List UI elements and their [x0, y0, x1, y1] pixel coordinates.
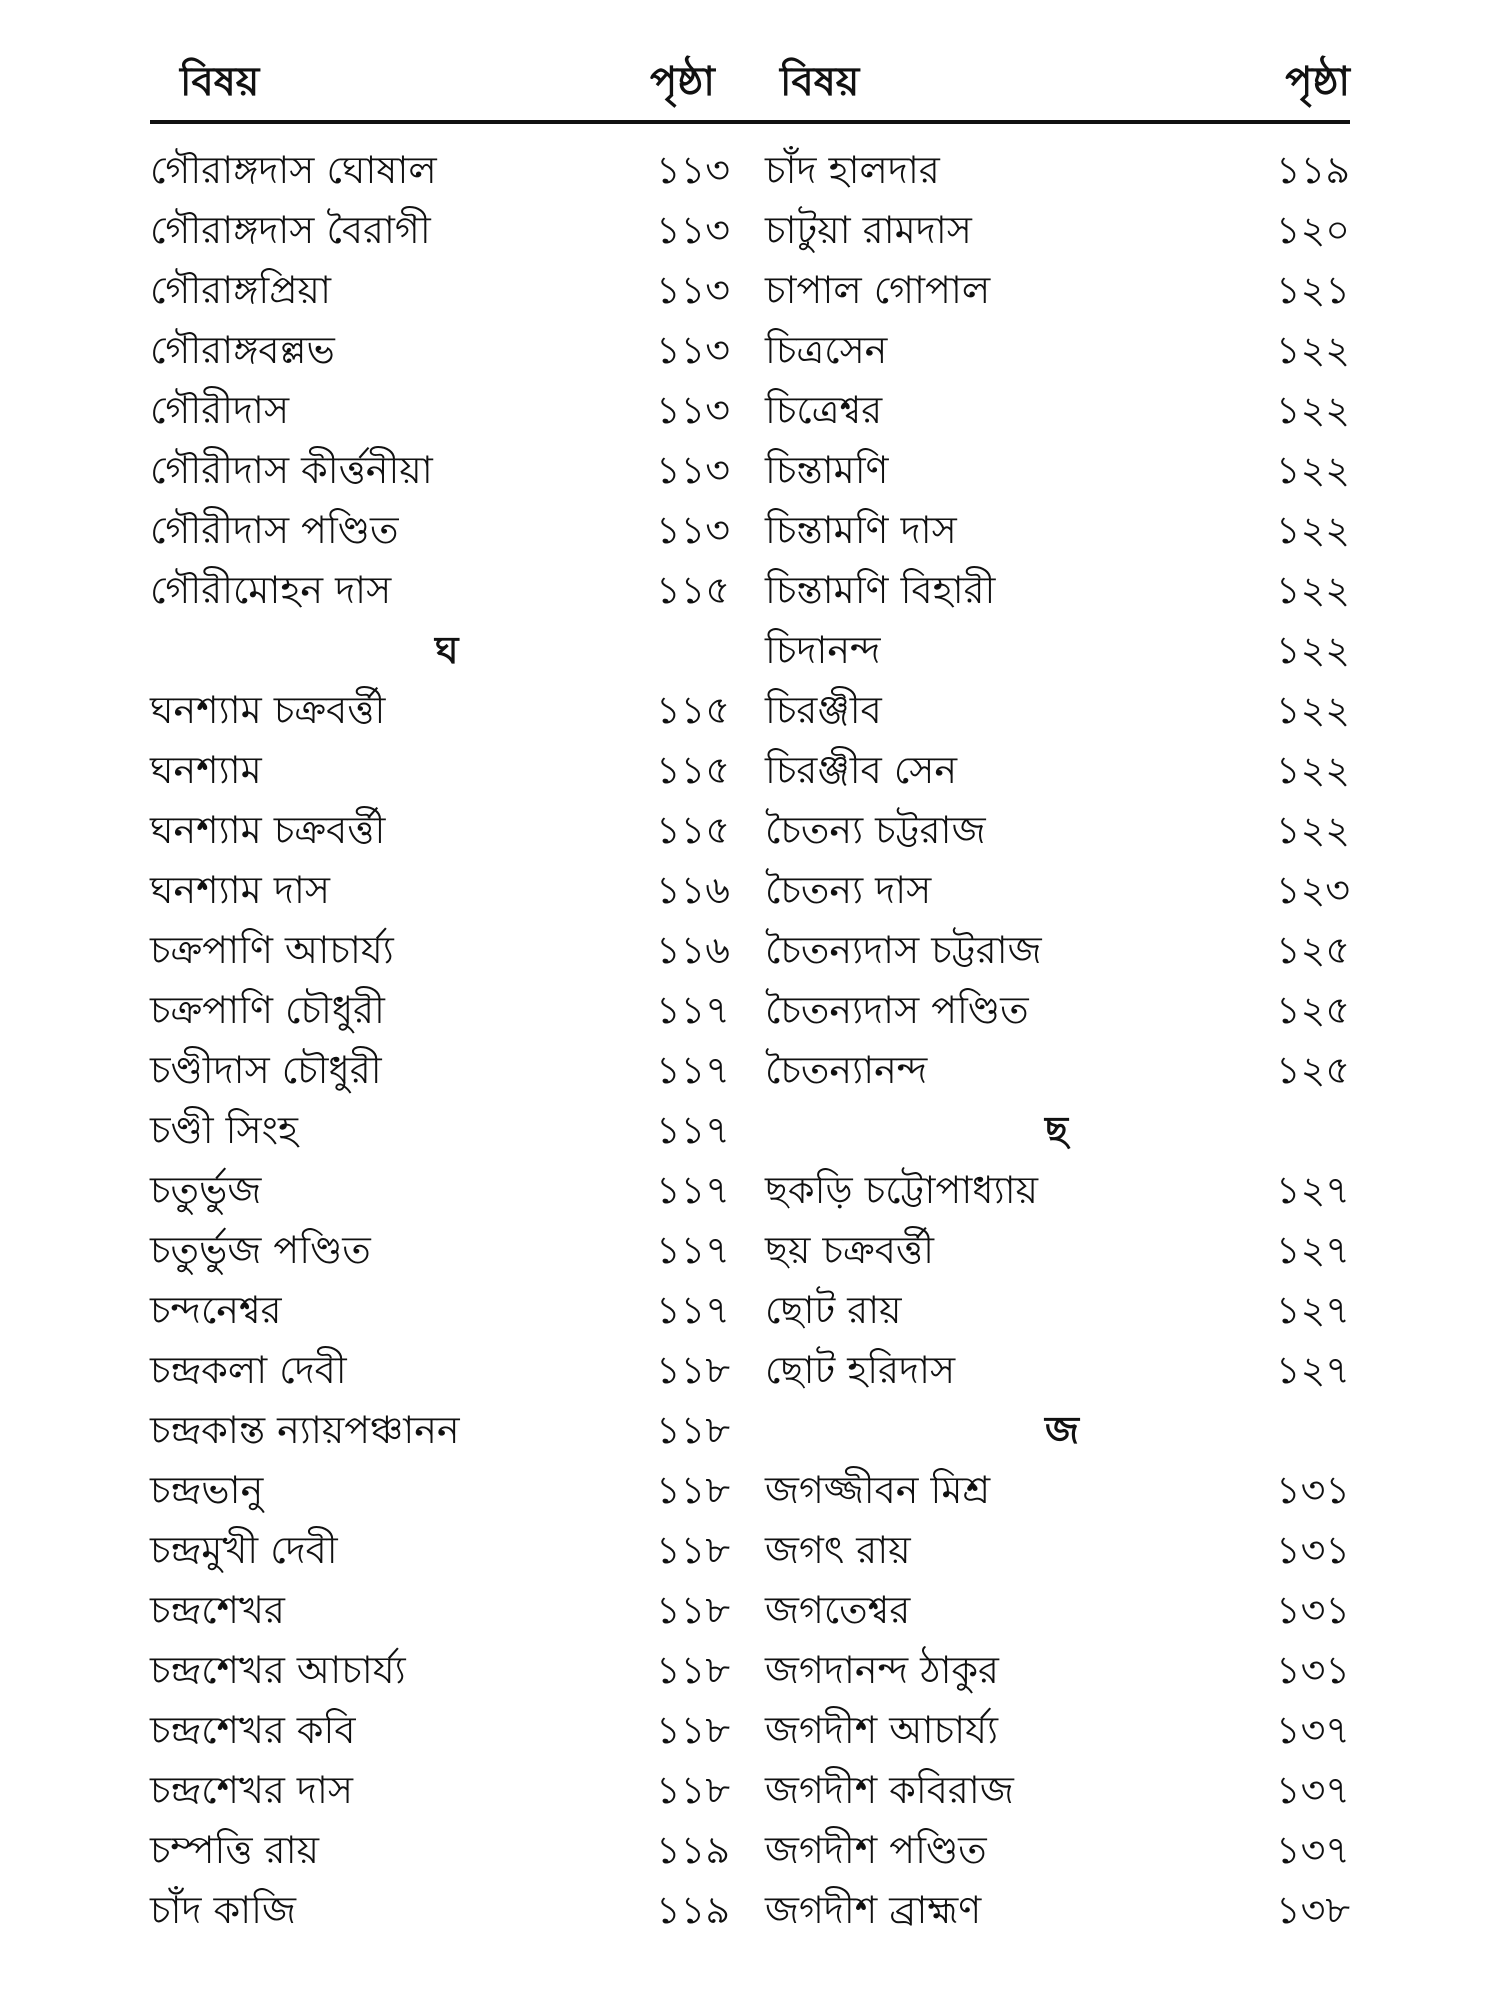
index-entry [765, 140, 1350, 200]
index-entry [150, 140, 750, 200]
index-entry [150, 1580, 750, 1640]
entry-name: চিন্তামণি [765, 448, 889, 492]
entry-name: চন্দ্রশেখর কবি [150, 1708, 356, 1752]
entry-name: চন্দ্রকান্ত ন্যায়পঞ্চানন [150, 1408, 460, 1452]
index-entry [150, 1100, 750, 1160]
entry-page: ১১৫ [656, 568, 730, 612]
index-entry [765, 1640, 1350, 1700]
section-letter-label: জ [1045, 1408, 1079, 1452]
index-header [150, 50, 1350, 130]
index-entry [150, 1880, 750, 1940]
entry-name: চিন্তামণি বিহারী [765, 568, 996, 612]
entry-page: ১১৮ [656, 1768, 730, 1812]
index-entry [765, 1160, 1350, 1220]
index-entry [765, 1460, 1350, 1520]
entry-page: ১১৬ [655, 928, 730, 972]
entry-page: ১১৮ [656, 1648, 730, 1692]
index-entry [150, 1640, 750, 1700]
entry-page: ১২২ [1275, 808, 1350, 852]
entry-name: চণ্ডীদাস চৌধুরী [150, 1048, 382, 1092]
entry-name: চন্দনেশ্বর [150, 1288, 282, 1332]
entry-name: চাঁদ হালদার [765, 148, 940, 192]
entry-name: চক্রপাণি আচার্য্য [150, 928, 394, 972]
index-entry [765, 1820, 1350, 1880]
index-entry [150, 1160, 750, 1220]
entry-page: ১১৬ [655, 868, 730, 912]
index-entry [150, 860, 750, 920]
entry-name: চাপাল গোপাল [765, 268, 991, 312]
entry-name: চক্রপাণি চৌধুরী [150, 988, 385, 1032]
index-entry [765, 1760, 1350, 1820]
entry-page: ১১৩ [655, 508, 730, 552]
index-entry [765, 560, 1350, 620]
index-entry [150, 1340, 750, 1400]
section-letter-label: ছ [1045, 1108, 1069, 1152]
entry-page: ১১৭ [655, 1168, 730, 1212]
entry-page: ১২৭ [1275, 1228, 1350, 1272]
index-entry [765, 1340, 1350, 1400]
entry-page: ১১৩ [655, 388, 730, 432]
entry-name: ছয় চক্রবর্ত্তী [765, 1228, 934, 1272]
entry-name: চণ্ডী সিংহ [150, 1108, 298, 1152]
index-entry [765, 1280, 1350, 1340]
entry-page: ১৩৮ [1275, 1888, 1350, 1932]
entry-page: ১২২ [1275, 628, 1350, 672]
entry-name: চন্দ্রমুখী দেবী [150, 1528, 338, 1572]
entry-page: ১১৩ [655, 208, 730, 252]
header-page-left: পৃষ্ঠা [650, 59, 715, 105]
index-entry [150, 380, 750, 440]
entry-page: ১২২ [1275, 508, 1350, 552]
entry-page: ১১৫ [656, 748, 730, 792]
index-entry [150, 560, 750, 620]
entry-name: গৌরাঙ্গপ্রিয়া [150, 268, 331, 312]
entry-name: গৌরীদাস কীর্ত্তনীয়া [150, 448, 433, 492]
entry-name: গৌরাঙ্গদাস বৈরাগী [150, 208, 431, 252]
entry-page: ১১৮ [656, 1528, 730, 1572]
index-entry [765, 620, 1350, 680]
index-entry [765, 260, 1350, 320]
entry-name: গৌরীদাস [150, 388, 290, 432]
index-entry [765, 980, 1350, 1040]
index-entry [150, 1220, 750, 1280]
entry-page: ১৩১ [1275, 1648, 1350, 1692]
entry-page: ১২২ [1275, 688, 1350, 732]
index-entry [765, 500, 1350, 560]
index-entry [765, 1220, 1350, 1280]
entry-name: চম্পত্তি রায় [150, 1828, 319, 1872]
section-letter [150, 620, 750, 680]
entry-name: জগদীশ পণ্ডিত [765, 1828, 987, 1872]
entry-page: ১২০ [1275, 208, 1350, 252]
index-entry [150, 500, 750, 560]
entry-name: চন্দ্রশেখর দাস [150, 1768, 354, 1812]
entry-name: জগদানন্দ ঠাকুর [765, 1648, 999, 1692]
index-entry [765, 680, 1350, 740]
index-entry [765, 320, 1350, 380]
entry-name: জগতেশ্বর [765, 1588, 911, 1632]
entry-name: চিরঞ্জীব সেন [765, 748, 958, 792]
index-entry [765, 1580, 1350, 1640]
entry-page: ১৩৭ [1275, 1828, 1350, 1872]
entry-name: চতুর্ভুজ পণ্ডিত [150, 1228, 371, 1272]
entry-page: ১২৩ [1275, 868, 1350, 912]
section-letter-label: ঘ [435, 628, 459, 672]
index-entry [150, 200, 750, 260]
index-entry [765, 920, 1350, 980]
index-entry [150, 440, 750, 500]
entry-name: চিরঞ্জীব [765, 688, 882, 732]
entry-page: ১১৫ [656, 688, 730, 732]
entry-name: ঘনশ্যাম [150, 748, 262, 792]
entry-page: ১১৯ [656, 1828, 730, 1872]
index-entry [765, 1520, 1350, 1580]
entry-name: চিত্রসেন [765, 328, 888, 372]
entry-name: ঘনশ্যাম দাস [150, 868, 330, 912]
entry-page: ১১৭ [655, 988, 730, 1032]
entry-name: চন্দ্রশেখর [150, 1588, 285, 1632]
entry-page: ১১৫ [656, 808, 730, 852]
entry-page: ১১৩ [655, 328, 730, 372]
entry-page: ১১৭ [655, 1048, 730, 1092]
entry-page: ১২৫ [1275, 928, 1350, 972]
entry-page: ১১৮ [656, 1588, 730, 1632]
index-entry [765, 1040, 1350, 1100]
entry-page: ১২৭ [1275, 1168, 1350, 1212]
entry-page: ১১৮ [656, 1708, 730, 1752]
entry-name: জগৎ রায় [765, 1528, 911, 1572]
header-subject-left: বিষয় [180, 59, 260, 105]
left-index-column [150, 140, 750, 1940]
entry-page: ১২৫ [1275, 988, 1350, 1032]
section-letter [765, 1400, 1350, 1460]
index-entry [765, 740, 1350, 800]
index-entry [150, 1400, 750, 1460]
entry-name: চন্দ্রভানু [150, 1468, 264, 1512]
entry-page: ১২৭ [1275, 1288, 1350, 1332]
header-page-right: পৃষ্ঠা [1285, 59, 1350, 105]
entry-page: ১৩১ [1275, 1528, 1350, 1572]
entry-page: ১৩৭ [1275, 1708, 1350, 1752]
entry-name: গৌরাঙ্গবল্লভ [150, 328, 335, 372]
entry-page: ১১৩ [655, 448, 730, 492]
entry-name: ঘনশ্যাম চক্রবর্ত্তী [150, 688, 386, 732]
entry-page: ১১৩ [655, 268, 730, 312]
entry-name: চিত্রেশ্বর [765, 388, 883, 432]
entry-name: জগদীশ ব্রাহ্মণ [765, 1888, 982, 1932]
entry-page: ১১৮ [656, 1468, 730, 1512]
entry-name: চিদানন্দ [765, 628, 881, 672]
entry-page: ১৩১ [1275, 1468, 1350, 1512]
index-entry [150, 260, 750, 320]
index-entry [765, 860, 1350, 920]
entry-page: ১১৮ [656, 1348, 730, 1392]
entry-name: চাটুয়া রামদাস [765, 208, 972, 252]
index-entry [765, 440, 1350, 500]
entry-name: গৌরীদাস পণ্ডিত [150, 508, 399, 552]
entry-page: ১২২ [1275, 328, 1350, 372]
entry-name: চৈতন্যানন্দ [765, 1048, 928, 1092]
index-entry [150, 1520, 750, 1580]
entry-name: গৌরাঙ্গদাস ঘোষাল [150, 148, 437, 192]
entry-name: ছোট রায় [765, 1288, 902, 1332]
index-entry [150, 920, 750, 980]
entry-page: ১২২ [1275, 568, 1350, 612]
entry-name: জগদীশ কবিরাজ [765, 1768, 1014, 1812]
index-entry [765, 200, 1350, 260]
entry-page: ১১৩ [655, 148, 730, 192]
entry-page: ১১৯ [1276, 148, 1350, 192]
index-entry [150, 1460, 750, 1520]
index-entry [150, 740, 750, 800]
entry-page: ১২৭ [1275, 1348, 1350, 1392]
index-entry [765, 800, 1350, 860]
index-entry [150, 980, 750, 1040]
entry-name: ঘনশ্যাম চক্রবর্ত্তী [150, 808, 386, 852]
entry-name: ছকড়ি চট্টোপাধ্যায় [765, 1168, 1038, 1212]
entry-page: ১১৯ [656, 1888, 730, 1932]
index-entry [150, 680, 750, 740]
entry-page: ১২২ [1275, 748, 1350, 792]
entry-page: ১৩৭ [1275, 1768, 1350, 1812]
entry-page: ১১৮ [656, 1408, 730, 1452]
entry-page: ১২২ [1275, 448, 1350, 492]
entry-name: গৌরীমোহন দাস [150, 568, 392, 612]
header-rule [150, 120, 1350, 124]
right-index-column [765, 140, 1350, 1940]
entry-name: চৈতন্য চট্টরাজ [765, 808, 986, 852]
entry-name: চতুর্ভুজ [150, 1168, 262, 1212]
entry-name: ছোট হরিদাস [765, 1348, 956, 1392]
entry-page: ১২৫ [1275, 1048, 1350, 1092]
entry-name: চাঁদ কাজি [150, 1888, 297, 1932]
index-entry [150, 1700, 750, 1760]
entry-page: ১৩১ [1275, 1588, 1350, 1632]
section-letter [765, 1100, 1350, 1160]
index-entry [150, 1040, 750, 1100]
index-entry [765, 1700, 1350, 1760]
index-entry [765, 1880, 1350, 1940]
entry-name: জগদীশ আচার্য্য [765, 1708, 999, 1752]
entry-name: জগজ্জীবন মিশ্র [765, 1468, 991, 1512]
entry-page: ১১৭ [655, 1288, 730, 1332]
entry-page: ১২১ [1275, 268, 1350, 312]
index-entry [150, 1280, 750, 1340]
entry-name: চৈতন্যদাস পণ্ডিত [765, 988, 1029, 1032]
entry-page: ১১৭ [655, 1108, 730, 1152]
entry-page: ১১৭ [655, 1228, 730, 1272]
entry-name: চন্দ্রশেখর আচার্য্য [150, 1648, 406, 1692]
entry-name: চন্দ্রকলা দেবী [150, 1348, 347, 1392]
header-subject-right: বিষয় [780, 59, 860, 105]
entry-page: ১২২ [1275, 388, 1350, 432]
index-entry [765, 380, 1350, 440]
entry-name: চৈতন্য দাস [765, 868, 932, 912]
index-entry [150, 1820, 750, 1880]
index-entry [150, 1760, 750, 1820]
index-entry [150, 800, 750, 860]
entry-name: চৈতন্যদাস চট্টরাজ [765, 928, 1042, 972]
index-entry [150, 320, 750, 380]
entry-name: চিন্তামণি দাস [765, 508, 957, 552]
